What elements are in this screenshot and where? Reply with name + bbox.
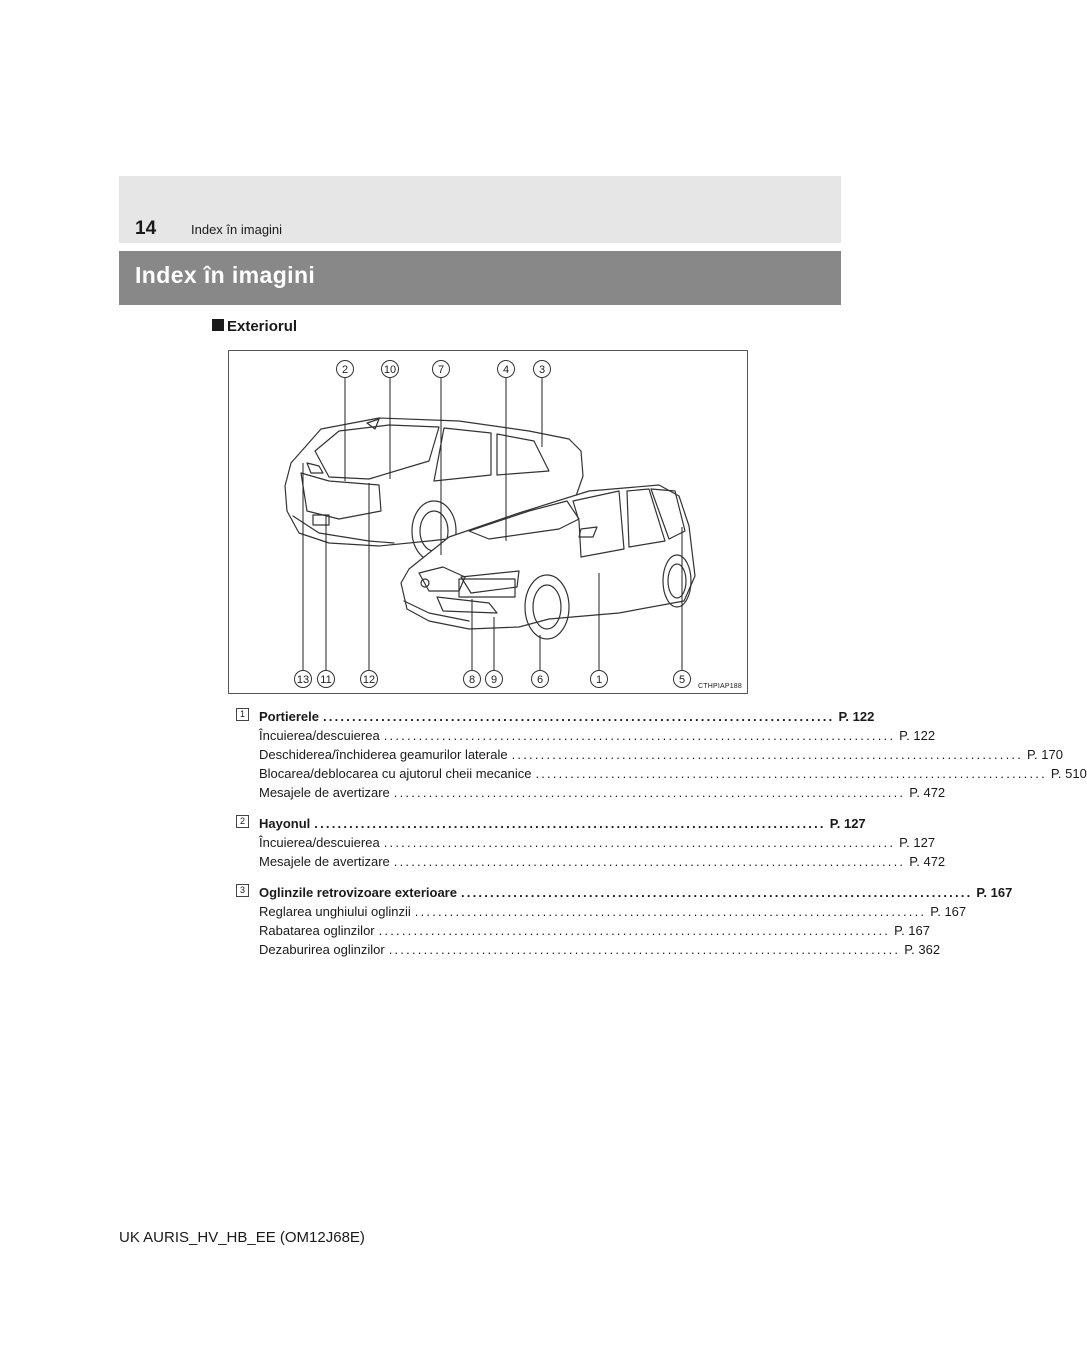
sub-entry-row: Încuierea/descuierea ........................................................................................ P. 122 <box>259 728 936 743</box>
callout-8: 8 <box>468 674 476 686</box>
sub-entry-label: Încuierea/descuierea <box>259 728 380 743</box>
entry-tailgate <box>236 814 946 871</box>
section-heading-label: Exteriorul <box>227 318 298 335</box>
entry-doors <box>236 707 1087 802</box>
sub-entry-page-ref[interactable]: P. 472 <box>909 854 946 869</box>
callout-6: 6 <box>536 674 544 686</box>
callout-10: 10 <box>383 364 397 376</box>
sub-entry-label: Mesajele de avertizare <box>259 854 390 869</box>
footer-model-code: UK AURIS_HV_HB_EE (OM12J68E) <box>119 1229 365 1246</box>
callout-13: 13 <box>296 674 310 686</box>
entry-title: Portierele <box>259 709 319 724</box>
sub-entry-label: Mesajele de avertizare <box>259 785 390 800</box>
entry-page-ref[interactable]: P. 122 <box>838 709 875 724</box>
entry-title: Oglinzile retrovizoare exterioare <box>259 885 457 900</box>
sub-entry-page-ref[interactable]: P. 472 <box>909 785 946 800</box>
exterior-illustration <box>229 351 749 695</box>
entry-title-row: Oglinzile retrovizoare exterioare ........................................................................................ P. 167 <box>259 885 1013 900</box>
entry-page-ref[interactable]: P. 127 <box>829 816 866 831</box>
sub-entry-page-ref[interactable]: P. 122 <box>899 728 936 743</box>
callout-9: 9 <box>490 674 498 686</box>
sub-entry-page-ref[interactable]: P. 167 <box>930 904 967 919</box>
sub-entry-label: Dezaburirea oglinzilor <box>259 942 385 957</box>
sub-entry-label: Încuierea/descuierea <box>259 835 380 850</box>
callout-4: 4 <box>502 364 510 376</box>
index-entries <box>236 707 1087 971</box>
running-title: Index în imagini <box>191 222 283 237</box>
sub-entry-label: Blocarea/deblocarea cu ajutorul cheii mecanice <box>259 766 532 781</box>
entry-page-ref[interactable]: P. 167 <box>976 885 1013 900</box>
title-band <box>119 251 841 305</box>
entry-title-row: Portierele ........................................................................................ P. 122 <box>259 709 875 724</box>
sub-entry-row: Rabatarea oglinzilor ........................................................................................ P. 167 <box>259 923 930 938</box>
sub-entry-row: Mesajele de avertizare ........................................................................................ P. 472 <box>259 785 946 800</box>
sub-entry-page-ref[interactable]: P. 167 <box>894 923 930 938</box>
sub-entry-row: Deschiderea/închiderea geamurilor laterale ........................................................................................ P. 170 <box>259 747 1063 762</box>
callout-11: 11 <box>320 674 332 686</box>
sub-entry-row: Mesajele de avertizare ........................................................................................ P. 472 <box>259 854 946 869</box>
sub-entry-label: Rabatarea oglinzilor <box>259 923 375 938</box>
sub-entry-row: Încuierea/descuierea ........................................................................................ P. 127 <box>259 835 936 850</box>
section-heading <box>212 318 297 335</box>
square-bullet-icon <box>212 319 224 331</box>
entry-title: Hayonul <box>259 816 311 831</box>
callout-1: 1 <box>595 674 603 686</box>
sub-entry-row: Reglarea unghiului oglinzii ........................................................................................ P. 167 <box>259 904 967 919</box>
callout-5: 5 <box>678 674 686 686</box>
entry-title-row: Hayonul ........................................................................................ P. 127 <box>259 816 866 831</box>
entry-number: 1 <box>236 708 249 721</box>
callout-12: 12 <box>362 674 376 686</box>
sub-entry-label: Reglarea unghiului oglinzii <box>259 904 411 919</box>
sub-entry-page-ref[interactable]: P. 362 <box>904 942 941 957</box>
sub-entry-label: Deschiderea/închiderea geamurilor laterale <box>259 747 508 762</box>
callout-2: 2 <box>341 364 349 376</box>
sub-entry-row: Blocarea/deblocarea cu ajutorul cheii mecanice ........................................................................................ P. 510 <box>259 766 1087 781</box>
entry-number: 2 <box>236 815 249 828</box>
sub-entry-row: Dezaburirea oglinzilor ........................................................................................ P. 362 <box>259 942 941 957</box>
figure-code: CTHPIAP188 <box>697 683 742 690</box>
page-number: 14 <box>135 218 157 239</box>
exterior-figure <box>228 350 748 694</box>
entry-outside-mirrors <box>236 883 1013 959</box>
sub-entry-page-ref[interactable]: P. 510 <box>1050 766 1087 781</box>
sub-entry-page-ref[interactable]: P. 170 <box>1027 747 1063 762</box>
callout-3: 3 <box>538 364 546 376</box>
entry-number: 3 <box>236 884 249 897</box>
callout-7: 7 <box>437 364 445 376</box>
page-title: Index în imagini <box>135 262 316 288</box>
sub-entry-page-ref[interactable]: P. 127 <box>899 835 936 850</box>
